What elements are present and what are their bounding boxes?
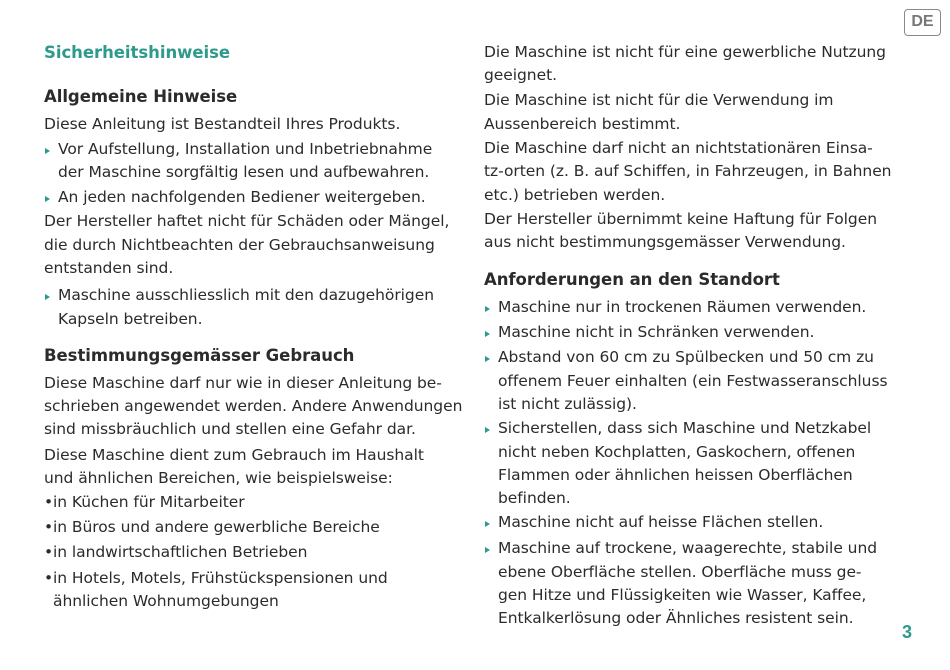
paragraph-line: geeignet. xyxy=(484,66,557,84)
paragraph-line: und ähnlichen Bereichen, wie beispielsweise: xyxy=(44,469,393,487)
bullet-line: Flammen oder ähnlichen heissen Oberflächen xyxy=(498,466,853,484)
page-number: 3 xyxy=(902,622,913,642)
paragraph-line: Der Hersteller übernimmt keine Haftung für Folgen xyxy=(484,210,877,228)
bullet-triangle-icon xyxy=(485,547,490,553)
bullet-triangle-icon xyxy=(485,356,490,362)
bullet-line: befinden. xyxy=(498,489,571,507)
bullet-line: ebene Oberfläche stellen. Oberfläche muss ge- xyxy=(498,563,862,581)
bullet-triangle-icon xyxy=(485,427,490,433)
general-notes-heading: Allgemeine Hinweise xyxy=(44,87,238,106)
list-item-text: in Hotels, Motels, Frühstückspensionen und xyxy=(53,569,388,587)
paragraph-line: die durch Nichtbeachten der Gebrauchsanweisung xyxy=(44,236,435,254)
bullet-line: ist nicht zulässig). xyxy=(498,395,637,413)
bullet-line: Maschine nicht auf heisse Flächen stellen. xyxy=(498,513,824,531)
bullet-triangle-icon xyxy=(45,148,50,154)
bullet-line: offenem Feuer einhalten (ein Festwasseranschluss xyxy=(498,372,888,390)
bullet-triangle-icon xyxy=(485,331,490,337)
bullet-line: Maschine auf trockene, waagerechte, stabile und xyxy=(498,539,878,557)
bullet-line: An jeden nachfolgenden Bediener weitergeben. xyxy=(58,188,426,206)
list-item-text: ähnlichen Wohnumgebungen xyxy=(53,592,279,610)
bullet-line: Maschine nur in trockenen Räumen verwenden. xyxy=(498,298,867,316)
language-badge: DE xyxy=(904,9,941,36)
bullet-triangle-icon xyxy=(485,306,490,312)
paragraph-line: tz-orten (z. B. auf Schiffen, in Fahrzeugen, in Bahnen xyxy=(484,162,892,180)
bullet-line: gen Hitze und Flüssigkeiten wie Wasser, Kaffee, xyxy=(498,586,867,604)
bullet-dot-icon: • xyxy=(44,569,54,587)
bullet-triangle-icon xyxy=(485,521,490,527)
bullet-line: der Maschine sorgfältig lesen und aufbewahren. xyxy=(58,163,430,181)
bullet-triangle-icon xyxy=(45,196,50,202)
paragraph-line: entstanden sind. xyxy=(44,259,174,277)
bullet-triangle-icon xyxy=(45,294,50,300)
paragraph-line: sind missbräuchlich und stellen eine Gefahr dar. xyxy=(44,420,416,438)
paragraph-line: Diese Maschine dient zum Gebrauch im Haushalt xyxy=(44,446,424,464)
general-intro: Diese Anleitung ist Bestandteil Ihres Produkts. xyxy=(44,115,401,133)
paragraph-line: aus nicht bestimmungsgemässer Verwendung. xyxy=(484,233,846,251)
bullet-dot-icon: • xyxy=(44,493,54,511)
bullet-line: Kapseln betreiben. xyxy=(58,310,203,328)
paragraph-line: Die Maschine ist nicht für die Verwendung im xyxy=(484,91,834,109)
paragraph-line: Diese Maschine darf nur wie in dieser Anleitung be- xyxy=(44,374,442,392)
bullet-line: Abstand von 60 cm zu Spülbecken und 50 cm zu xyxy=(498,348,874,366)
list-item-text: in Küchen für Mitarbeiter xyxy=(53,493,245,511)
paragraph-line: etc.) betrieben werden. xyxy=(484,186,666,204)
bullet-line: Maschine nicht in Schränken verwenden. xyxy=(498,323,815,341)
bullet-dot-icon: • xyxy=(44,543,54,561)
paragraph-line: Die Maschine darf nicht an nichtstationären Einsa- xyxy=(484,139,873,157)
list-item-text: in landwirtschaftlichen Betrieben xyxy=(53,543,308,561)
paragraph-line: Der Hersteller haftet nicht für Schäden oder Mängel, xyxy=(44,212,450,230)
bullet-line: Entkalkerlösung oder Ähnliches resistent sein. xyxy=(498,609,854,627)
paragraph-line: Aussenbereich bestimmt. xyxy=(484,115,681,133)
section-title: Sicherheitshinweise xyxy=(44,43,230,62)
list-item-text: in Büros und andere gewerbliche Bereiche xyxy=(53,518,380,536)
bullet-line: Sicherstellen, dass sich Maschine und Netzkabel xyxy=(498,419,872,437)
bullet-line: nicht neben Kochplatten, Gaskochern, offenen xyxy=(498,443,856,461)
bullet-line: Maschine ausschliesslich mit den dazugehörigen xyxy=(58,286,434,304)
bullet-line: Vor Aufstellung, Installation und Inbetriebnahme xyxy=(58,140,433,158)
paragraph-line: Die Maschine ist nicht für eine gewerbliche Nutzung xyxy=(484,43,886,61)
paragraph-line: schrieben angewendet werden. Andere Anwendungen xyxy=(44,397,463,415)
intended-use-heading: Bestimmungsgemässer Gebrauch xyxy=(44,346,355,365)
bullet-dot-icon: • xyxy=(44,518,54,536)
location-heading: Anforderungen an den Standort xyxy=(484,270,780,289)
